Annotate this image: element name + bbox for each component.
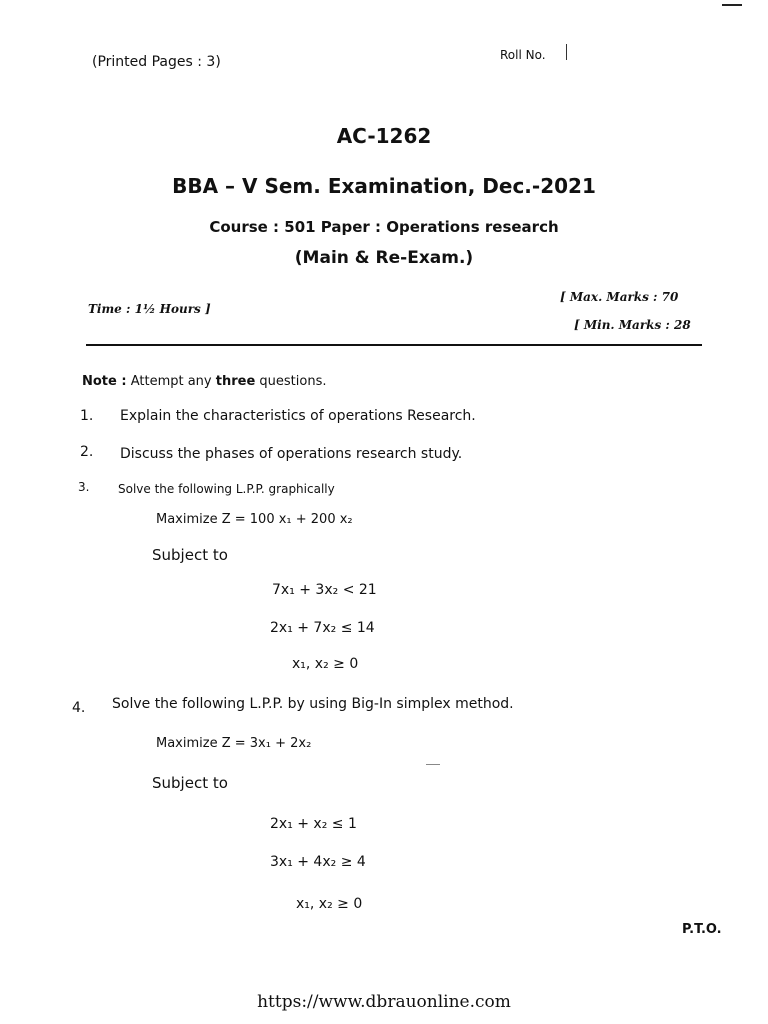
footer-url: https://www.dbrauonline.com [257, 992, 511, 1012]
note [82, 374, 327, 389]
note-label: Note : [82, 374, 127, 389]
roll-no-field [566, 44, 567, 60]
question-3-number: 3. [78, 480, 90, 494]
note-emphasis: three [215, 374, 256, 389]
time-allowed: Time : 1½ Hours ] [88, 302, 211, 316]
q4-constraint-2: 3x₁ + 4x₂ ≥ 4 [270, 854, 366, 870]
q3-constraint-3: x₁, x₂ ≥ 0 [292, 656, 359, 672]
note-text-before: Attempt any [130, 374, 212, 389]
question-3-text: Solve the following L.P.P. graphically [118, 482, 335, 496]
question-2-text: Discuss the phases of operations research study. [120, 446, 463, 462]
note-text-after: questions. [259, 374, 327, 389]
q3-constraint-2: 2x₁ + 7x₂ ≤ 14 [270, 620, 375, 636]
min-marks: [ Min. Marks : 28 [574, 318, 691, 332]
paper-code: AC-1262 [336, 124, 432, 148]
q3-constraint-1: 7x₁ + 3x₂ < 21 [272, 582, 377, 598]
question-1-text: Explain the characteristics of operations Research. [120, 408, 476, 424]
exam-type: (Main & Re-Exam.) [294, 248, 474, 268]
q4-constraint-3: x₁, x₂ ≥ 0 [296, 896, 363, 912]
pto-label: P.T.O. [682, 922, 722, 937]
q4-subject-to: Subject to [152, 774, 228, 792]
header-divider [86, 344, 702, 346]
course-title: Course : 501 Paper : Operations research [209, 218, 559, 236]
exam-title: BBA – V Sem. Examination, Dec.-2021 [172, 174, 596, 198]
question-2-number: 2. [80, 444, 94, 460]
printed-pages: (Printed Pages : 3) [92, 54, 221, 70]
max-marks: [ Max. Marks : 70 [560, 290, 679, 304]
q4-constraint-1: 2x₁ + x₂ ≤ 1 [270, 816, 357, 832]
q3-objective: Maximize Z = 100 x₁ + 200 x₂ [156, 512, 353, 527]
roll-no-label: Roll No. [500, 48, 546, 62]
q3-subject-to: Subject to [152, 546, 228, 564]
question-4-text: Solve the following L.P.P. by using Big-In simplex method. [112, 696, 514, 712]
question-4-number: 4. [72, 700, 86, 716]
question-1-number: 1. [80, 408, 94, 424]
scan-speck [426, 764, 440, 765]
q4-objective: Maximize Z = 3x₁ + 2x₂ [156, 736, 312, 751]
corner-mark [722, 4, 742, 6]
